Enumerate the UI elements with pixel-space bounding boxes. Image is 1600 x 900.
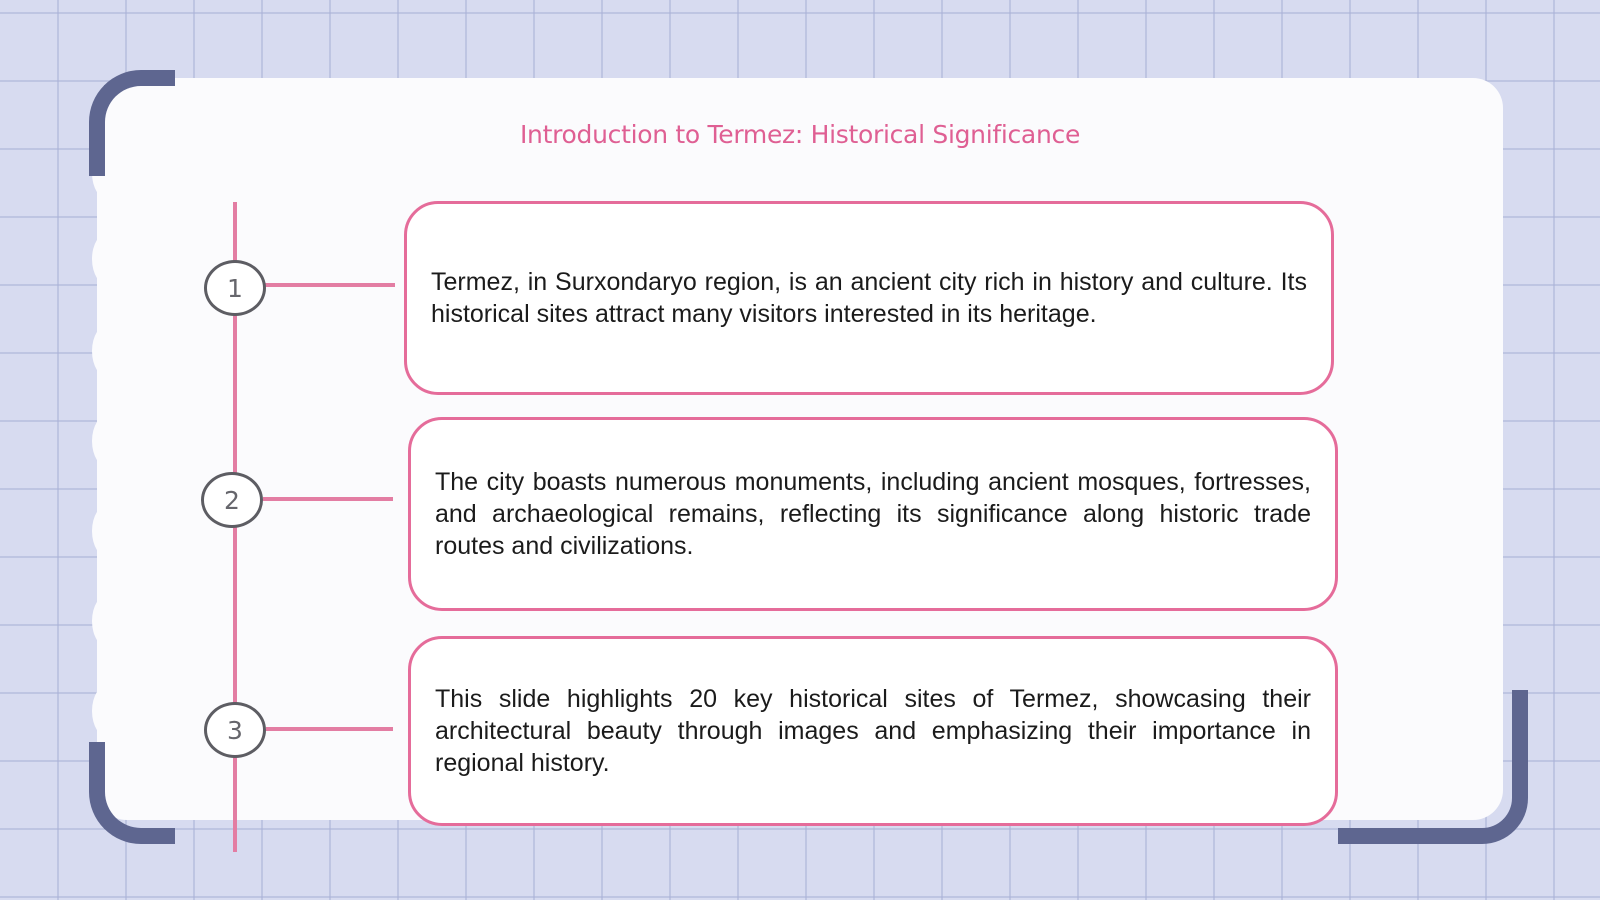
step-text-1: Termez, in Surxondaryo region, is an ancient city rich in history and culture. Its historical sites attract many visitors interested in its heritage.: [431, 268, 1307, 328]
paper-scallop: [92, 324, 126, 378]
paper-scallop: [92, 594, 126, 648]
step-number-3: 3: [204, 702, 266, 758]
timeline-connector: [266, 727, 393, 731]
paper-scallop: [92, 504, 126, 558]
step-card-1: [404, 201, 1334, 395]
timeline-connector: [263, 497, 393, 501]
step-number-2: 2: [201, 472, 263, 528]
timeline-connector: [265, 283, 395, 287]
paper-scallop: [92, 414, 126, 468]
slide-title: Introduction to Termez: Historical Significance: [519, 120, 1081, 149]
step-card-3: [408, 636, 1338, 826]
step-text-3: This slide highlights 20 key historical sites of Termez, showcasing their architectural beauty through images and emphasizing their importance in regional history.: [435, 685, 1311, 777]
frame-corner-bottom-right: [1338, 690, 1528, 844]
step-number-1: 1: [204, 260, 266, 316]
frame-corner-bottom-left: [89, 742, 175, 844]
paper-scallop: [92, 232, 126, 286]
step-card-2: [408, 417, 1338, 611]
step-text-2: The city boasts numerous monuments, including ancient mosques, fortresses, and archaeological remains, reflecting its significance along historic trade routes and civilizations.: [435, 468, 1311, 560]
paper-scallop: [92, 684, 126, 738]
